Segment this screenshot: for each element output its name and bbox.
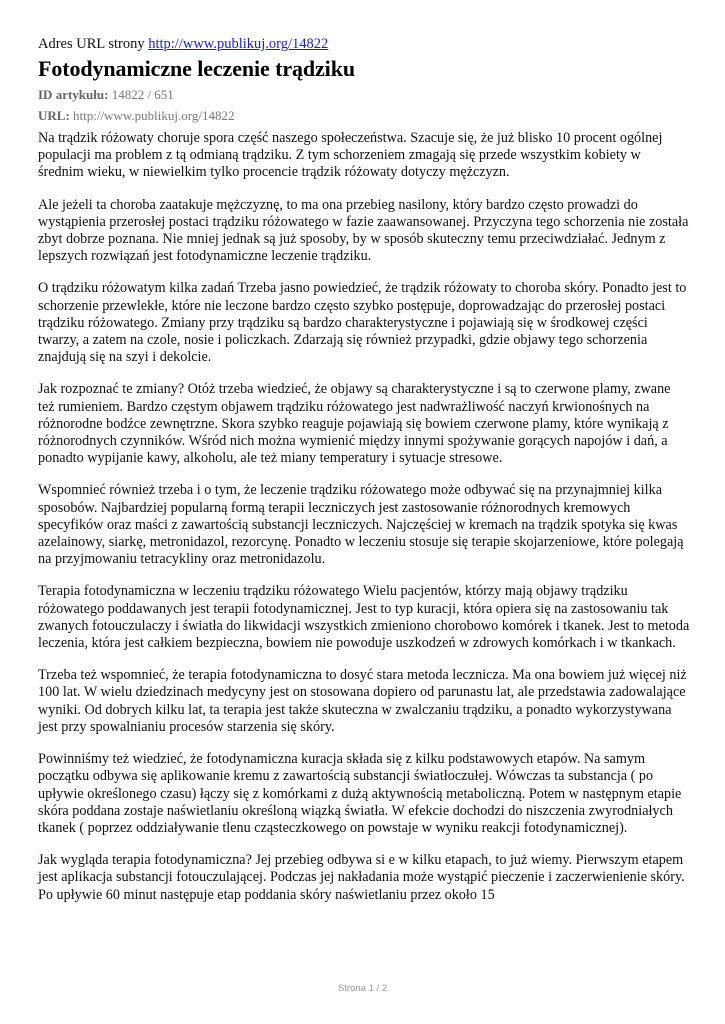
- article-url-label: URL:: [38, 108, 70, 123]
- paragraph: O trądziku różowatym kilka zadań Trzeba jasno powiedzieć, że trądzik różowaty to choroba skóry. Ponadto jest to schorzenie przewlekłe, które nie leczone bardzo często szybko postępuje, doprowadzając do przerosłej postaci trądziku różowatego. Zmiany przy trądziku są bardzo charakterystyczne i pojawiają się w środkowej części twarzy, a zatem na czole, nosie i policzkach. Zdarzają się również przypadki, gdzie objawy tego schorzenia znajdują się na szyi i dekolcie.: [38, 280, 687, 366]
- paragraph: Jak rozpoznać te zmiany? Otóż trzeba wiedzieć, że objawy są charakterystyczne i są to czerwone plamy, zwane też rumieniem. Bardzo częstym objawem trądziku różowatego jest nadwrażliwość naczyń krwionośnych na różnorodne bodźce zewnętrzne. Skora szybko reaguje pojawiają się bowiem czerwone plamy, które wynikają z różnorodnych czynników. Wśród nich można wymienić między innymi spożywanie gorących napojów i dań, a ponadto wypijanie kawy, alkoholu, ale też miany temperatury i sytuacje stresowe.: [38, 381, 671, 467]
- page-url-line: [38, 35, 690, 53]
- paragraph: Powinniśmy też wiedzieć, że fotodynamiczna kuracja składa się z kilku podstawowych etapów. Na samym początku odbywa się aplikowanie kremu z zawartością substancji światłoczułej. Wówczas ta substancja ( po upływie określonego czasu) łączy się z komórkami z dużą aktywnością metaboliczną. Potem w następnym etapie skóra poddana zostaje naświetlaniu określoną wiązką światła. W efekcie dochodzi do niszczenia zwyrodniałych tkanek ( poprzez oddziaływanie tlenu cząsteczkowego on powstaje w wyniku reakcji fotodynamicznej).: [38, 751, 682, 836]
- paragraph: Na trądzik różowaty choruje spora część naszego społeczeństwa. Szacuje się, że już blisko 10 procent ogólnej populacji ma problem z tą odmianą trądziku. Z tym schorzeniem zmagają się przede wszystkim kobiety w średnim wieku, w niewielkim tylko procencie trądzik różowaty dotyczy mężczyzn.: [38, 130, 663, 181]
- paragraph: Wspomnieć również trzeba i o tym, że leczenie trądziku różowatego może odbywać się na przynajmniej kilka sposobów. Najbardziej popularną formą terapii leczniczych jest zastosowanie różnorodnych kremowych specyfików oraz maści z zawartością substancji leczniczych. Najczęściej w kremach na trądzik spotyka się kwas azelainowy, siarkę, metronidazol, rezorcynę. Ponadto w leczeniu stosuje się terapie skojarzeniowe, które polegają na przyjmowaniu tetracykliny oraz metronidazolu.: [38, 482, 684, 568]
- url-label: Adres URL strony: [38, 36, 145, 52]
- article-title: Fotodynamiczne leczenie trądziku: [38, 56, 355, 81]
- paragraph: Terapia fotodynamiczna w leczeniu trądziku różowatego Wielu pacjentów, którzy mają objawy trądziku różowatego poddawanych jest terapii fotodynamicznej. Jest to typ kuracji, która opiera się na zastosowaniu tak zwanych fotouczulaczy i światła do likwidacji wszystkich zmieniono chorobowo komórek i tkanek. Jest to metoda leczenia, która jest całkiem bezpieczna, bowiem nie powoduje uszkodzeń w zdrowych komórkach i w tkankach.: [38, 583, 690, 652]
- article-url-link[interactable]: http://www.publikuj.org/14822: [148, 36, 329, 52]
- article-url-line: [38, 107, 690, 124]
- paragraph: Jak wygląda terapia fotodynamiczna? Jej przebieg odbywa si e w kilku etapach, to już wiemy. Pierwszym etapem jest aplikacja substancji fotouczulającej. Podczas jej nakładania może wystąpić pieczenie i zaczerwienienie skóry. Po upływie 60 minut następuje etap poddania skóry naświetlaniu przez około 15: [38, 852, 685, 903]
- article-id-label: ID artykułu:: [38, 87, 109, 102]
- article-id-value: 14822 / 651: [111, 87, 174, 102]
- article-id-line: [38, 86, 690, 103]
- paragraph: Ale jeżeli ta choroba zaatakuje mężczyznę, to ma ona przebieg nasilony, który bardzo często prowadzi do wystąpienia przerosłej postaci trądziku różowatego w fazie zaawansowanej. Przyczyna tego schorzenia nie została zbyt dobrze poznana. Nie mniej jednak są już sposoby, by w sposób skuteczny temu przeciwdziałać. Jednym z lepszych rozwiązań jest fotodynamiczne leczenie trądziku.: [38, 196, 689, 265]
- page-number-footer: Strona 1 / 2: [337, 983, 388, 994]
- article-url-value: http://www.publikuj.org/14822: [73, 108, 235, 123]
- article-body: [38, 130, 690, 904]
- paragraph: Trzeba też wspomnieć, że terapia fotodynamiczna to dosyć stara metoda lecznicza. Ma ona bowiem już więcej niż 100 lat. W wielu dziedzinach medycyny jest on stosowana dopiero od parunastu lat, ale przedstawia zadowalające wyniki. Od dobrych kilku lat, ta terapia jest także skuteczna w zwalczaniu trądziku, a ponadto wykorzystywana jest przy spowalnianiu procesów starzenia się skóry.: [38, 667, 687, 735]
- document-page: [38, 35, 690, 919]
